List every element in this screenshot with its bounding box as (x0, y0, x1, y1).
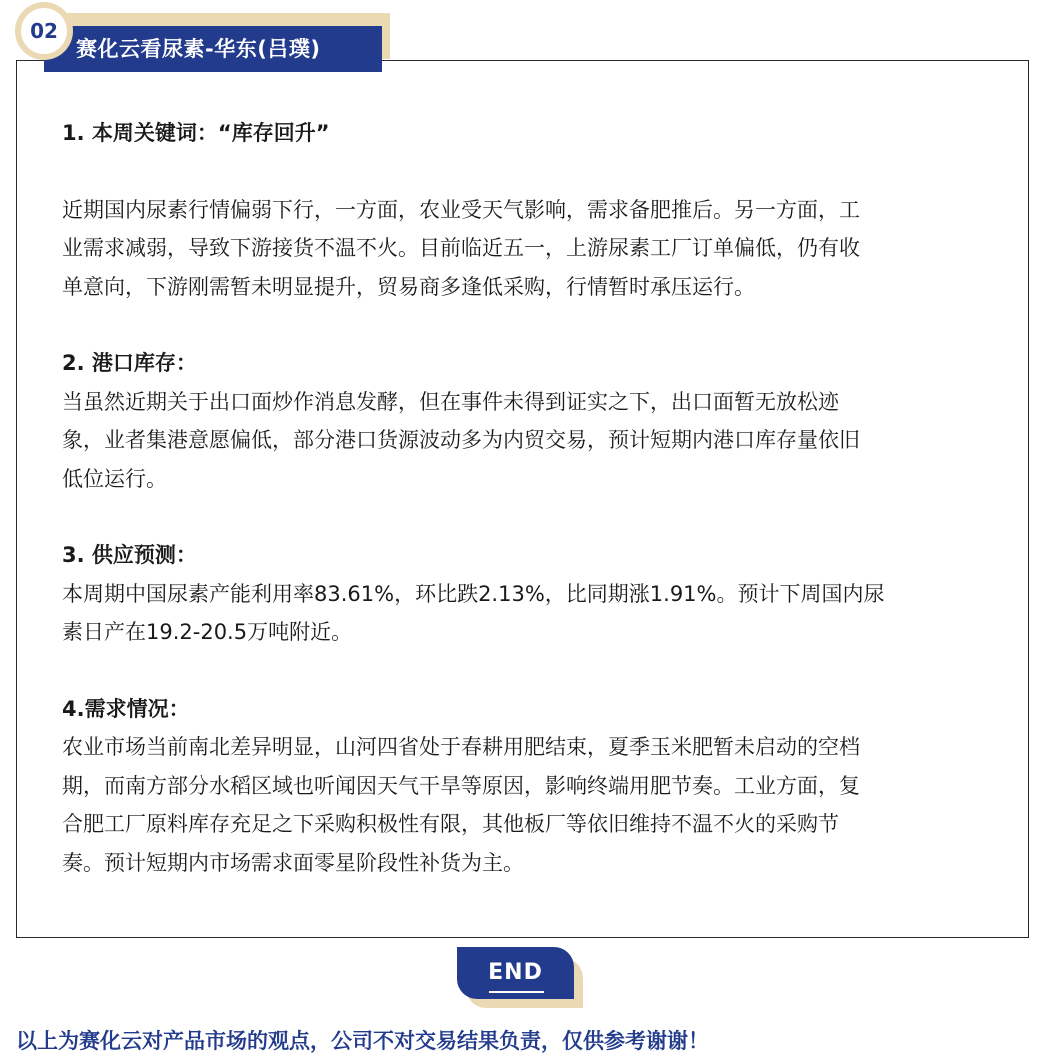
paragraph-line: 近期国内尿素行情偏弱下行，一方面，农业受天气影响，需求备肥推后。另一方面，工 (62, 197, 860, 222)
disclaimer-text: 以上为赛化云对产品市场的观点，公司不对交易结果负责，仅供参考谢谢！ (16, 1029, 709, 1053)
paragraph-line: 农业市场当前南北差异明显，山河四省处于春耕用肥结束，夏季玉米肥暂未启动的空档 (62, 735, 860, 759)
paragraph-line: 期，而南方部分水稻区域也听闻因天气干旱等原因，影响终端用肥节奏。工业方面，复 (62, 773, 860, 798)
section-heading-demand: 4.需求情况： (62, 696, 190, 721)
paragraph-line: 单意向，下游刚需暂未明显提升，贸易商多逢低采购，行情暂时承压运行。 (62, 274, 755, 299)
paragraph-line: 当虽然近期关于出口面炒作消息发酵，但在事件未得到证实之下，出口面暂无放松迹 (62, 389, 839, 414)
end-badge: END (457, 947, 574, 999)
section-heading-keywords: 1. 本周关键词：“库存回升” (62, 121, 330, 145)
paragraph-line: 低位运行。 (62, 466, 167, 491)
paragraph-line: 业需求减弱，导致下游接货不温不火。目前临近五一，上游尿素工厂订单偏低，仍有收 (62, 236, 860, 260)
paragraph-line: 本周期中国尿素产能利用率83.61%，环比跌2.13%，比同期涨1.91%。预计下周国内尿 (62, 581, 885, 606)
paragraph-line: 合肥工厂原料库存充足之下采购积极性有限，其他板厂等依旧维持不温不火的采购节 (62, 812, 839, 836)
paragraph-line: 素日产在19.2-20.5万吨附近。 (62, 620, 353, 644)
section-title: 赛化云看尿素-华东(吕璞) (76, 37, 321, 61)
end-underline (489, 991, 544, 993)
paragraph-line: 象，业者集港意愿偏低，部分港口货源波动多为内贸交易，预计短期内港口库存量依旧 (62, 428, 860, 452)
section-number: 02 (21, 8, 67, 54)
article-body (62, 114, 984, 882)
section-heading-port-inventory: 2. 港口库存： (62, 351, 197, 375)
paragraph-line: 奏。预计短期内市场需求面零星阶段性补货为主。 (62, 850, 524, 875)
section-heading-supply-forecast: 3. 供应预测： (62, 543, 197, 567)
